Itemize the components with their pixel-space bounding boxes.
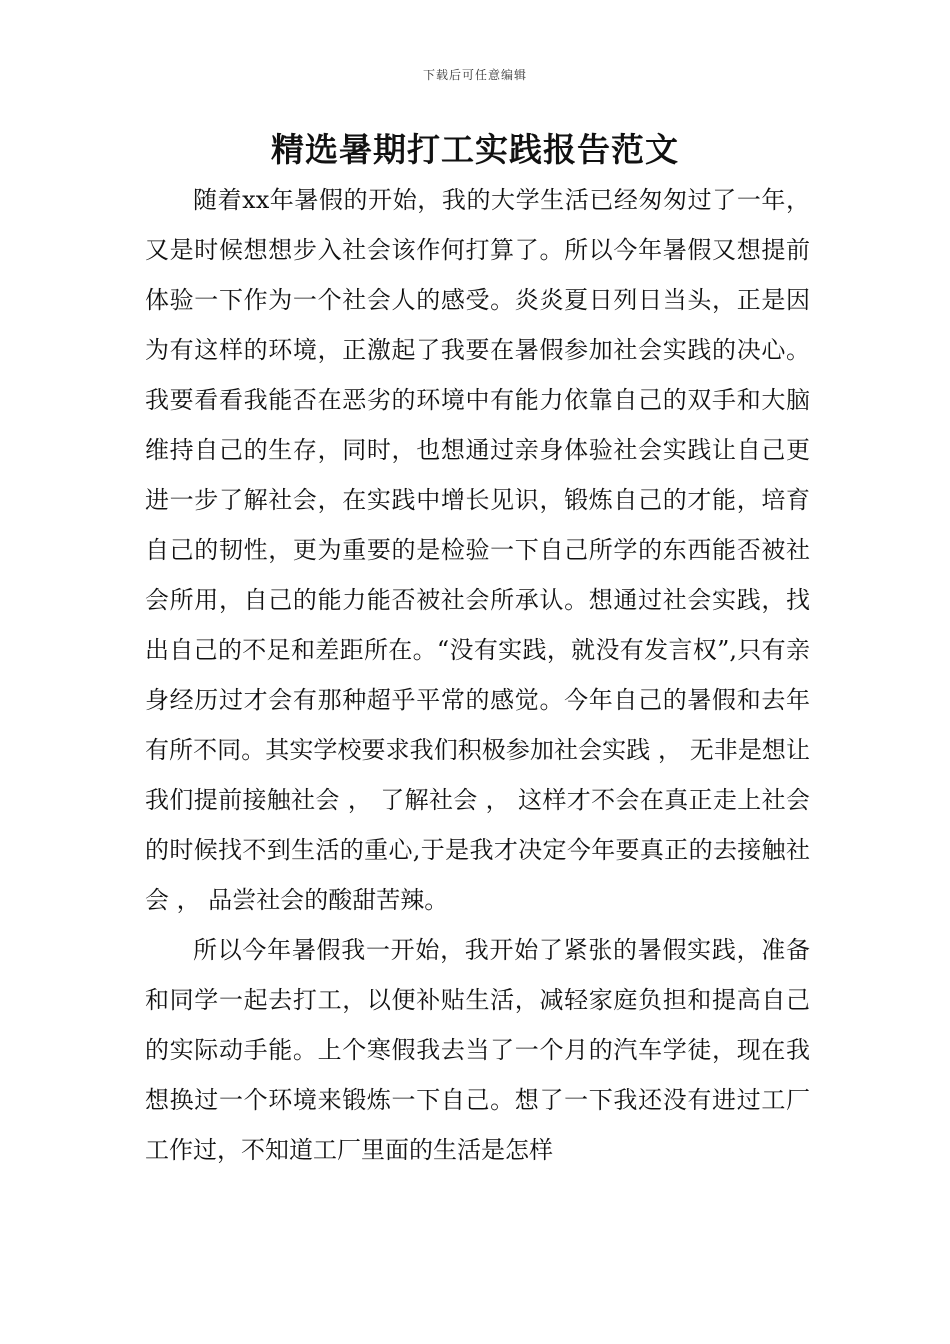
body-paragraph-2: 所以今年暑假我一开始，我开始了紧张的暑假实践，准备和同学一起去打工，以便补贴生活，减轻家庭负担和提高自己的实际动手能。上个寒假我去当了一个月的汽车学徒，现在我想换过一个环境来锻炼一下自己。想了一下我还没有进过工厂工作过，不知道工厂里面的生活是怎样 xyxy=(145,936,810,1164)
document-body xyxy=(145,175,810,1175)
body-paragraph-1: 随着xx年暑假的开始，我的大学生活已经匆匆过了一年，又是时候想想步入社会该作何打算了。所以今年暑假又想提前体验一下作为一个社会人的感受。炎炎夏日列日当头，正是因为有这样的环境，正激起了我要在暑假参加社会实践的决心。我要看看我能否在恶劣的环境中有能力依靠自己的双手和大脑维持自己的生存，同时，也想通过亲身体验社会实践让自己更进一步了解社会，在实践中增长见识，锻炼自己的才能，培育自己的韧性，更为重要的是检验一下自己所学的东西能否被社会所用，自己的能力能否被社会所承认。想通过社会实践，找出自己的不足和差距所在。“没有实践，就没有发言权”,只有亲身经历过才会有那种超乎平常的感觉。今年自己的暑假和去年有所不同。其实学校要求我们积极参加社会实践 ， 无非是想让我们提前接触社会 ， 了解社会 ， 这样才不会在真正走上社会的时候找不到生活的重心,于是我才决定今年要真正的去接触社会 ， 品尝社会的酸甜苦辣。 xyxy=(145,186,810,914)
page-header-note: 下载后可任意编辑 xyxy=(422,68,527,82)
document-title: 精选暑期打工实践报告范文 xyxy=(271,130,679,169)
